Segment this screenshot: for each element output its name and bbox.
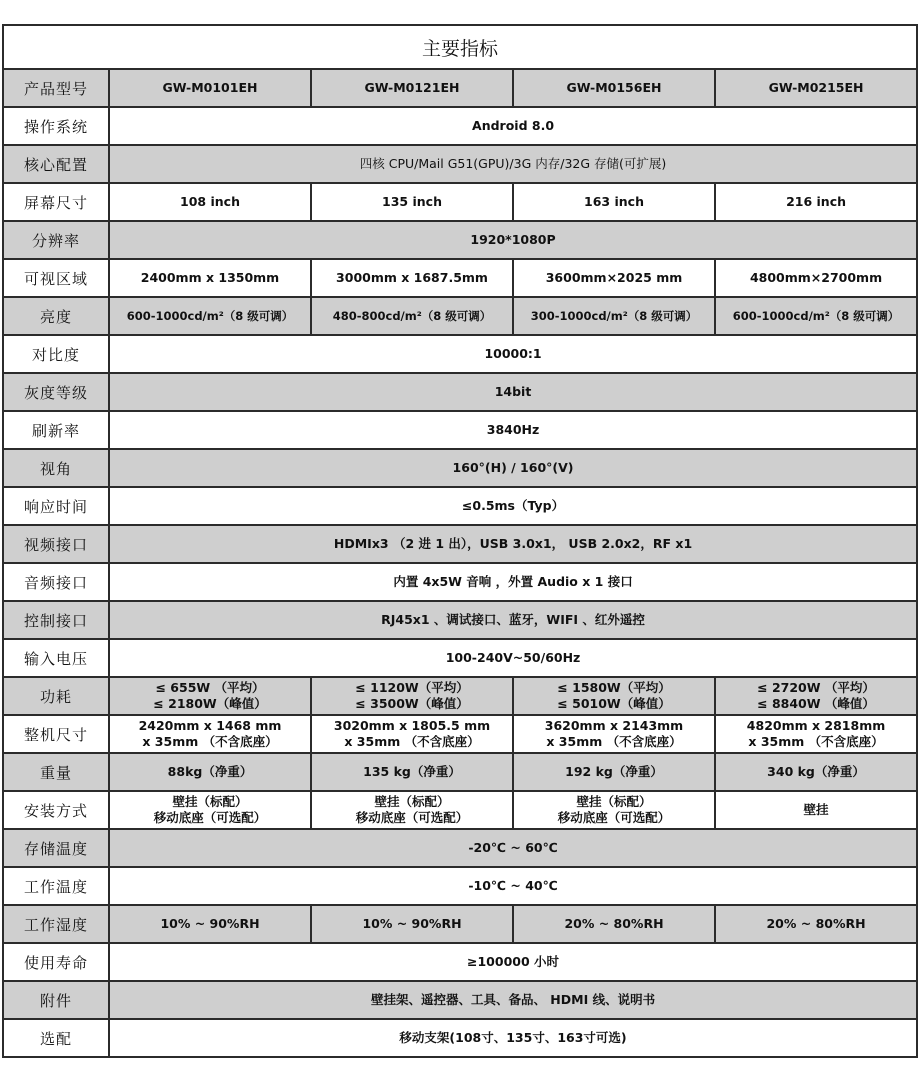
cell-dimensions-3-line1: 3620mm x 2143mm [544, 718, 684, 733]
cell-lifespan: ≥100000 小时 [109, 943, 917, 981]
cell-resolution: 1920*1080P [109, 221, 917, 259]
spec-table [2, 24, 918, 1058]
row-label-operating-temp: 工作温度 [3, 867, 109, 905]
cell-dimensions-4-line2: x 35mm （不含底座） [748, 734, 884, 749]
cell-dimensions-4-line1: 4820mm x 2818mm [746, 718, 886, 733]
cell-dimensions-2-line2: x 35mm （不含底座） [344, 734, 480, 749]
cell-grayscale: 14bit [109, 373, 917, 411]
cell-options: 移动支架(108寸、135寸、163寸可选) [109, 1019, 917, 1057]
cell-power-2 [311, 677, 513, 715]
cell-dimensions-3-line2: x 35mm （不含底座） [546, 734, 682, 749]
cell-brightness-3: 300-1000cd/m²（8 级可调） [513, 297, 715, 335]
cell-power-3 [513, 677, 715, 715]
row-label-storage-temp: 存储温度 [3, 829, 109, 867]
row-label-viewing-angle: 视角 [3, 449, 109, 487]
cell-installation-4: 壁挂 [715, 791, 917, 829]
cell-dimensions-1-line2: x 35mm （不含底座） [142, 734, 278, 749]
cell-installation-1-line1: 壁挂（标配） [172, 794, 248, 809]
cell-weight-1: 88kg（净重） [109, 753, 311, 791]
cell-model-3: GW-M0156EH [513, 69, 715, 107]
cell-brightness-2: 480-800cd/m²（8 级可调） [311, 297, 513, 335]
cell-power-4-peak: ≤ 8840W （峰值） [757, 696, 875, 711]
cell-humidity-2: 10% ~ 90%RH [311, 905, 513, 943]
row-label-installation: 安装方式 [3, 791, 109, 829]
cell-response-time: ≤0.5ms（Typ） [109, 487, 917, 525]
row-label-refresh-rate: 刷新率 [3, 411, 109, 449]
cell-power-2-peak: ≤ 3500W（峰值） [355, 696, 469, 711]
cell-power-4 [715, 677, 917, 715]
row-label-options: 选配 [3, 1019, 109, 1057]
row-label-model: 产品型号 [3, 69, 109, 107]
row-label-video-interface: 视频接口 [3, 525, 109, 563]
cell-viewing-area-4: 4800mm×2700mm [715, 259, 917, 297]
cell-model-4: GW-M0215EH [715, 69, 917, 107]
cell-weight-3: 192 kg（净重） [513, 753, 715, 791]
cell-installation-1-line2: 移动底座（可选配） [153, 810, 267, 825]
cell-brightness-4: 600-1000cd/m²（8 级可调） [715, 297, 917, 335]
cell-installation-2-line1: 壁挂（标配） [374, 794, 450, 809]
cell-dimensions-1 [109, 715, 311, 753]
row-label-viewing-area: 可视区域 [3, 259, 109, 297]
cell-audio-interface: 内置 4x5W 音响 ，外置 Audio x 1 接口 [109, 563, 917, 601]
cell-contrast: 10000:1 [109, 335, 917, 373]
cell-installation-3-line1: 壁挂（标配） [576, 794, 652, 809]
cell-input-voltage: 100-240V~50/60Hz [109, 639, 917, 677]
cell-dimensions-1-line1: 2420mm x 1468 mm [138, 718, 282, 733]
cell-installation-1 [109, 791, 311, 829]
row-label-contrast: 对比度 [3, 335, 109, 373]
row-label-resolution: 分辨率 [3, 221, 109, 259]
cell-dimensions-2 [311, 715, 513, 753]
cell-core-config: 四核 CPU/Mail G51(GPU)/3G 内存/32G 存储(可扩展) [109, 145, 917, 183]
cell-storage-temp: -20℃ ~ 60℃ [109, 829, 917, 867]
row-label-brightness: 亮度 [3, 297, 109, 335]
cell-dimensions-4 [715, 715, 917, 753]
cell-refresh-rate: 3840Hz [109, 411, 917, 449]
cell-accessories: 壁挂架、遥控器、工具、备品、 HDMI 线、说明书 [109, 981, 917, 1019]
row-label-control-interface: 控制接口 [3, 601, 109, 639]
row-label-power: 功耗 [3, 677, 109, 715]
row-label-os: 操作系统 [3, 107, 109, 145]
cell-humidity-1: 10% ~ 90%RH [109, 905, 311, 943]
row-label-screen-size: 屏幕尺寸 [3, 183, 109, 221]
cell-humidity-3: 20% ~ 80%RH [513, 905, 715, 943]
row-label-weight: 重量 [3, 753, 109, 791]
cell-viewing-angle: 160°(H) / 160°(V) [109, 449, 917, 487]
cell-installation-3 [513, 791, 715, 829]
row-label-dimensions: 整机尺寸 [3, 715, 109, 753]
row-label-audio-interface: 音频接口 [3, 563, 109, 601]
cell-installation-3-line2: 移动底座（可选配） [557, 810, 671, 825]
cell-installation-2 [311, 791, 513, 829]
cell-power-1 [109, 677, 311, 715]
cell-screen-size-1: 108 inch [109, 183, 311, 221]
cell-video-interface: HDMIx3 （2 进 1 出），USB 3.0x1， USB 2.0x2，RF x1 [109, 525, 917, 563]
cell-dimensions-2-line1: 3020mm x 1805.5 mm [333, 718, 491, 733]
cell-os: Android 8.0 [109, 107, 917, 145]
table-title: 主要指标 [3, 25, 917, 69]
cell-power-4-avg: ≤ 2720W （平均） [757, 680, 875, 695]
cell-power-1-avg: ≤ 655W （平均） [155, 680, 265, 695]
cell-model-1: GW-M0101EH [109, 69, 311, 107]
cell-power-1-peak: ≤ 2180W（峰值） [153, 696, 267, 711]
row-label-operating-humidity: 工作湿度 [3, 905, 109, 943]
cell-screen-size-2: 135 inch [311, 183, 513, 221]
cell-installation-2-line2: 移动底座（可选配） [355, 810, 469, 825]
row-label-accessories: 附件 [3, 981, 109, 1019]
cell-operating-temp: -10℃ ~ 40℃ [109, 867, 917, 905]
row-label-core-config: 核心配置 [3, 145, 109, 183]
cell-screen-size-3: 163 inch [513, 183, 715, 221]
cell-viewing-area-1: 2400mm x 1350mm [109, 259, 311, 297]
cell-model-2: GW-M0121EH [311, 69, 513, 107]
cell-power-3-peak: ≤ 5010W（峰值） [557, 696, 671, 711]
row-label-input-voltage: 输入电压 [3, 639, 109, 677]
cell-weight-2: 135 kg（净重） [311, 753, 513, 791]
cell-brightness-1: 600-1000cd/m²（8 级可调） [109, 297, 311, 335]
cell-humidity-4: 20% ~ 80%RH [715, 905, 917, 943]
cell-power-3-avg: ≤ 1580W（平均） [557, 680, 671, 695]
cell-dimensions-3 [513, 715, 715, 753]
cell-viewing-area-2: 3000mm x 1687.5mm [311, 259, 513, 297]
cell-power-2-avg: ≤ 1120W（平均） [355, 680, 469, 695]
cell-screen-size-4: 216 inch [715, 183, 917, 221]
row-label-response-time: 响应时间 [3, 487, 109, 525]
row-label-grayscale: 灰度等级 [3, 373, 109, 411]
cell-weight-4: 340 kg（净重） [715, 753, 917, 791]
row-label-lifespan: 使用寿命 [3, 943, 109, 981]
cell-control-interface: RJ45x1 、调试接口、蓝牙，WIFI 、红外遥控 [109, 601, 917, 639]
cell-viewing-area-3: 3600mm×2025 mm [513, 259, 715, 297]
